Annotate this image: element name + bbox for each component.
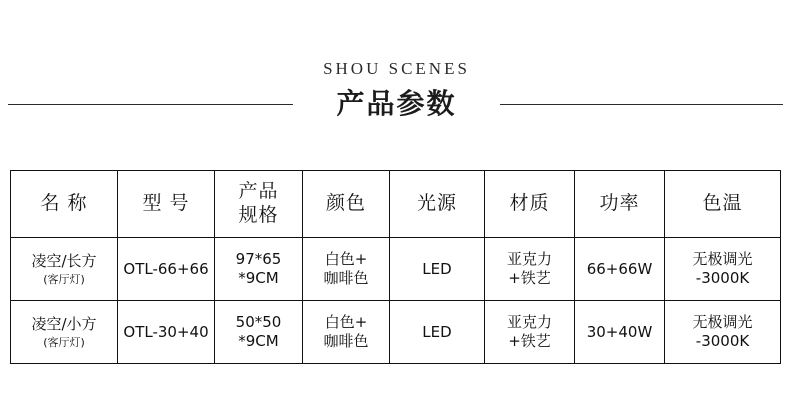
cell-light-source: [390, 301, 485, 364]
column-header-cct: [665, 171, 781, 238]
column-header-light-source: [390, 171, 485, 238]
cell-name-sub: (客厅灯): [43, 272, 85, 286]
cell-model-value: OTL-30+40: [123, 322, 209, 341]
table-header-row: [11, 171, 781, 238]
cell-color-line2: 咖啡色: [323, 269, 369, 287]
cell-light-source: [390, 238, 485, 301]
column-header-material: [485, 171, 575, 238]
column-header-name-line1: 名 称: [40, 192, 88, 215]
cell-color-line1: 白色+: [324, 250, 368, 269]
cell-spec-line2: *9CM: [238, 332, 279, 350]
header-text-group: [293, 58, 500, 120]
cell-material: [485, 301, 575, 364]
column-header-spec: [215, 171, 303, 238]
column-header-material-line1: 材质: [509, 192, 550, 215]
cell-cct-line1: 无极调光: [692, 250, 753, 269]
cell-cct-line2: -3000K: [695, 269, 750, 287]
column-header-color: [303, 171, 390, 238]
cell-power: [575, 301, 665, 364]
cell-name-sub: (客厅灯): [43, 335, 85, 349]
header-rule-left: [8, 104, 293, 105]
cell-spec-line2: *9CM: [238, 269, 279, 287]
cell-color: [303, 301, 390, 364]
header-eyebrow: SHOU SCENES: [323, 59, 470, 78]
cell-power: [575, 238, 665, 301]
column-header-power: [575, 171, 665, 238]
column-header-light-source-line1: 光源: [416, 192, 457, 215]
column-header-color-line1: 颜色: [325, 192, 366, 215]
column-header-cct-line1: 色温: [702, 192, 743, 215]
cell-model-value: OTL-66+66: [123, 259, 209, 278]
cell-power-value: 66+66W: [586, 259, 653, 278]
column-header-spec-line2: 规格: [238, 204, 279, 226]
cell-name: [11, 301, 118, 364]
cell-power-value: 30+40W: [586, 322, 653, 341]
page-header: [0, 58, 790, 128]
cell-spec-line1: 97*65: [235, 250, 282, 269]
column-header-model: [118, 171, 215, 238]
cell-spec-line1: 50*50: [235, 313, 282, 332]
cell-model: [118, 301, 215, 364]
table-row: [11, 301, 781, 364]
cell-cct-line1: 无极调光: [692, 313, 753, 332]
cell-color-line1: 白色+: [324, 313, 368, 332]
cell-material-line2: +铁艺: [508, 269, 551, 287]
cell-color-line2: 咖啡色: [323, 332, 369, 350]
cell-cct: [665, 238, 781, 301]
spec-table: [10, 170, 781, 364]
page-title: 产品参数: [336, 87, 457, 120]
cell-material-line2: +铁艺: [508, 332, 551, 350]
cell-light-source-value: LED: [422, 259, 452, 278]
column-header-spec-line1: 产品: [238, 180, 279, 203]
header-rule-right: [500, 104, 783, 105]
cell-cct-line2: -3000K: [695, 332, 750, 350]
column-header-model-line1: 型 号: [142, 192, 190, 215]
cell-light-source-value: LED: [422, 322, 452, 341]
cell-material-line1: 亚克力: [506, 250, 552, 269]
column-header-name: [11, 171, 118, 238]
cell-color: [303, 238, 390, 301]
cell-name-main: 凌空/长方: [31, 251, 97, 270]
cell-model: [118, 238, 215, 301]
cell-material-line1: 亚克力: [506, 313, 552, 332]
cell-spec: [215, 238, 303, 301]
cell-name-main: 凌空/小方: [31, 314, 97, 333]
spec-table-wrapper: [10, 170, 780, 364]
cell-cct: [665, 301, 781, 364]
table-row: [11, 238, 781, 301]
cell-name: [11, 238, 118, 301]
cell-spec: [215, 301, 303, 364]
column-header-power-line1: 功率: [599, 192, 640, 215]
cell-material: [485, 238, 575, 301]
